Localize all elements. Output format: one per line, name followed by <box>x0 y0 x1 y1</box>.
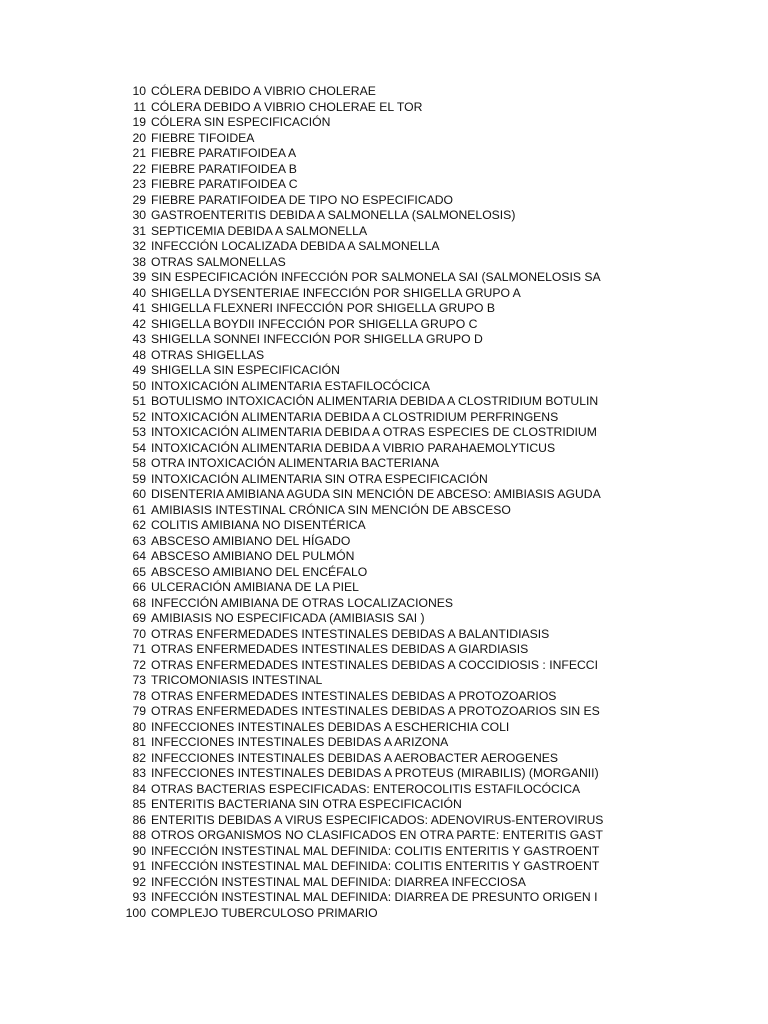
row-code: 93 <box>132 890 146 904</box>
row-code: 49 <box>132 363 146 377</box>
list-row <box>0 115 768 131</box>
row-code: 10 <box>132 84 146 98</box>
list-row <box>0 193 768 209</box>
row-description: OTRAS ENFERMEDADES INTESTINALES DEBIDAS A PROTOZOARIOS SIN ES <box>151 704 600 718</box>
row-description: INFECCIONES INTESTINALES DEBIDAS A AEROBACTER AEROGENES <box>151 750 559 765</box>
row-description: ENTERITIS BACTERIANA SIN OTRA ESPECIFICACIÓN <box>151 797 462 811</box>
row-code: 73 <box>132 673 146 687</box>
list-row <box>0 704 768 720</box>
row-code: 19 <box>132 115 146 129</box>
list-row <box>0 131 768 147</box>
list-row <box>0 859 768 875</box>
list-row <box>0 363 768 379</box>
list-row <box>0 348 768 364</box>
row-code: 81 <box>132 735 146 749</box>
row-description: INTOXICACIÓN ALIMENTARIA ESTAFILOCÓCICA <box>151 378 431 393</box>
row-description: ABSCESO AMIBIANO DEL HÍGADO <box>151 533 351 548</box>
list-row <box>0 162 768 178</box>
row-code: 80 <box>132 719 146 734</box>
row-code: 31 <box>132 223 146 238</box>
row-code: 68 <box>132 595 146 610</box>
list-row <box>0 301 768 317</box>
row-description: SHIGELLA FLEXNERI INFECCIÓN POR SHIGELLA GRUPO B <box>151 301 496 315</box>
list-row <box>0 596 768 612</box>
row-code: 38 <box>132 254 146 269</box>
list-row <box>0 410 768 426</box>
list-row <box>0 472 768 488</box>
row-code: 82 <box>132 750 146 765</box>
list-row <box>0 518 768 534</box>
list-row <box>0 487 768 503</box>
row-description: OTRAS SHIGELLAS <box>151 347 265 362</box>
list-row <box>0 84 768 100</box>
row-description: FIEBRE PARATIFOIDEA A <box>151 146 297 160</box>
row-code: 62 <box>132 518 146 532</box>
row-description: COMPLEJO TUBERCULOSO PRIMARIO <box>151 905 378 920</box>
list-row <box>0 270 768 286</box>
row-code: 22 <box>132 161 146 176</box>
row-description: ULCERACIÓN AMIBIANA DE LA PIEL <box>151 580 359 594</box>
row-code: 58 <box>132 456 146 470</box>
row-description: SEPTICEMIA DEBIDA A SALMONELLA <box>151 223 368 238</box>
row-description: ABSCESO AMIBIANO DEL PULMÓN <box>151 549 355 563</box>
list-row <box>0 844 768 860</box>
row-code: 64 <box>132 549 146 563</box>
row-code: 91 <box>132 859 146 873</box>
row-code: 79 <box>132 704 146 718</box>
row-description: INFECCIÓN INSTESTINAL MAL DEFINIDA: DIARREA DE PRESUNTO ORIGEN I <box>151 890 598 904</box>
list-row <box>0 549 768 565</box>
row-code: 51 <box>132 394 146 408</box>
row-code: 30 <box>132 208 146 222</box>
row-description: SHIGELLA DYSENTERIAE INFECCIÓN POR SHIGELLA GRUPO A <box>151 285 521 300</box>
list-row <box>0 611 768 627</box>
row-description: INFECCIÓN LOCALIZADA DEBIDA A SALMONELLA <box>151 239 440 253</box>
row-description: INTOXICACIÓN ALIMENTARIA SIN OTRA ESPECIFICACIÓN <box>151 471 488 486</box>
row-description: INFECCIÓN AMIBIANA DE OTRAS LOCALIZACIONES <box>151 595 454 610</box>
row-code: 23 <box>132 177 146 191</box>
row-code: 100 <box>125 905 146 920</box>
row-code: 84 <box>132 781 146 796</box>
row-description: SHIGELLA SONNEI INFECCIÓN POR SHIGELLA GRUPO D <box>151 332 483 346</box>
row-description: FIEBRE TIFOIDEA <box>151 130 255 145</box>
row-description: CÓLERA DEBIDO A VIBRIO CHOLERAE <box>151 84 376 98</box>
row-description: OTRAS ENFERMEDADES INTESTINALES DEBIDAS A COCCIDIOSIS : INFECCI <box>151 657 598 672</box>
list-row <box>0 890 768 906</box>
list-row <box>0 146 768 162</box>
row-description: INFECCIONES INTESTINALES DEBIDAS A PROTEUS (MIRABILIS) (MORGANII) <box>151 766 599 780</box>
list-row <box>0 642 768 658</box>
list-row <box>0 766 768 782</box>
list-row <box>0 828 768 844</box>
list-row <box>0 627 768 643</box>
row-code: 71 <box>132 642 146 656</box>
list-row <box>0 100 768 116</box>
row-code: 42 <box>132 316 146 331</box>
row-description: SIN ESPECIFICACIÓN INFECCIÓN POR SALMONELA SAI (SALMONELOSIS SA <box>151 270 601 284</box>
list-row <box>0 875 768 891</box>
row-description: INFECCIÓN INSTESTINAL MAL DEFINIDA: DIARREA INFECCIOSA <box>151 874 526 889</box>
list-row <box>0 286 768 302</box>
row-code: 52 <box>132 409 146 424</box>
row-code: 63 <box>132 533 146 548</box>
row-description: AMIBIASIS INTESTINAL CRÓNICA SIN MENCIÓN DE ABSCESO <box>151 502 511 517</box>
row-code: 32 <box>132 239 146 253</box>
row-code: 83 <box>132 766 146 780</box>
row-code: 20 <box>132 130 146 145</box>
list-row <box>0 239 768 255</box>
list-row <box>0 735 768 751</box>
row-description: CÓLERA SIN ESPECIFICACIÓN <box>151 115 331 129</box>
row-description: OTRAS ENFERMEDADES INTESTINALES DEBIDAS A BALANTIDIASIS <box>151 626 550 641</box>
row-description: FIEBRE PARATIFOIDEA DE TIPO NO ESPECIFICADO <box>151 192 454 207</box>
row-description: BOTULISMO INTOXICACIÓN ALIMENTARIA DEBIDA A CLOSTRIDIUM BOTULIN <box>151 394 599 408</box>
row-description: OTROS ORGANISMOS NO CLASIFICADOS EN OTRA PARTE: ENTERITIS GAST <box>151 828 603 842</box>
row-code: 40 <box>132 285 146 300</box>
list-row <box>0 224 768 240</box>
row-description: FIEBRE PARATIFOIDEA C <box>151 177 298 191</box>
row-description: INFECCIONES INTESTINALES DEBIDAS A ESCHERICHIA COLI <box>151 719 510 734</box>
list-row <box>0 580 768 596</box>
row-description: COLITIS AMIBIANA NO DISENTÉRICA <box>151 518 366 532</box>
row-code: 50 <box>132 378 146 393</box>
disease-code-list <box>0 84 768 921</box>
list-row <box>0 379 768 395</box>
list-row <box>0 689 768 705</box>
list-row <box>0 317 768 333</box>
list-row <box>0 332 768 348</box>
list-row <box>0 813 768 829</box>
row-code: 61 <box>132 502 146 517</box>
row-description: OTRAS BACTERIAS ESPECIFICADAS: ENTEROCOLITIS ESTAFILOCÓCICA <box>151 781 581 796</box>
list-row <box>0 565 768 581</box>
row-description: SHIGELLA SIN ESPECIFICACIÓN <box>151 363 340 377</box>
list-row <box>0 720 768 736</box>
row-code: 72 <box>132 657 146 672</box>
row-code: 92 <box>132 874 146 889</box>
list-row <box>0 751 768 767</box>
row-description: OTRAS ENFERMEDADES INTESTINALES DEBIDAS A PROTOZOARIOS <box>151 688 557 703</box>
row-description: ABSCESO AMIBIANO DEL ENCÉFALO <box>151 564 368 579</box>
row-code: 41 <box>132 301 146 315</box>
list-row <box>0 177 768 193</box>
list-row <box>0 208 768 224</box>
row-description: INTOXICACIÓN ALIMENTARIA DEBIDA A CLOSTRIDIUM PERFRINGENS <box>151 409 559 424</box>
list-row <box>0 534 768 550</box>
row-code: 21 <box>132 146 146 160</box>
row-description: GASTROENTERITIS DEBIDA A SALMONELLA (SALMONELOSIS) <box>151 208 516 222</box>
row-code: 54 <box>132 440 146 455</box>
list-row <box>0 906 768 922</box>
row-description: DISENTERIA AMIBIANA AGUDA SIN MENCIÓN DE ABCESO: AMIBIASIS AGUDA <box>151 487 601 501</box>
list-row <box>0 503 768 519</box>
row-description: INTOXICACIÓN ALIMENTARIA DEBIDA A OTRAS ESPECIES DE CLOSTRIDIUM <box>151 425 597 439</box>
row-description: FIEBRE PARATIFOIDEA B <box>151 161 297 176</box>
row-code: 69 <box>132 611 146 625</box>
row-code: 39 <box>132 270 146 284</box>
row-code: 85 <box>132 797 146 811</box>
row-code: 60 <box>132 487 146 501</box>
row-description: INFECCIÓN INSTESTINAL MAL DEFINIDA: COLITIS ENTERITIS Y GASTROENT <box>151 859 600 873</box>
row-code: 70 <box>132 626 146 641</box>
row-code: 90 <box>132 843 146 858</box>
row-description: INFECCIONES INTESTINALES DEBIDAS A ARIZONA <box>151 735 449 749</box>
row-code: 66 <box>132 580 146 594</box>
row-code: 78 <box>132 688 146 703</box>
list-row <box>0 255 768 271</box>
row-description: OTRA INTOXICACIÓN ALIMENTARIA BACTERIANA <box>151 456 440 470</box>
row-description: SHIGELLA BOYDII INFECCIÓN POR SHIGELLA GRUPO C <box>151 316 478 331</box>
row-code: 48 <box>132 347 146 362</box>
row-code: 59 <box>132 471 146 486</box>
list-row <box>0 394 768 410</box>
row-code: 88 <box>132 828 146 842</box>
row-description: INFECCIÓN INSTESTINAL MAL DEFINIDA: COLITIS ENTERITIS Y GASTROENT <box>151 843 600 858</box>
list-row <box>0 797 768 813</box>
row-description: AMIBIASIS NO ESPECIFICADA (AMIBIASIS SAI ) <box>151 611 425 625</box>
list-row <box>0 425 768 441</box>
row-description: OTRAS SALMONELLAS <box>151 254 286 269</box>
row-description: OTRAS ENFERMEDADES INTESTINALES DEBIDAS A GIARDIASIS <box>151 642 529 656</box>
row-code: 53 <box>132 425 146 439</box>
row-description: CÓLERA DEBIDO A VIBRIO CHOLERAE EL TOR <box>151 99 423 114</box>
row-description: INTOXICACIÓN ALIMENTARIA DEBIDA A VIBRIO PARAHAEMOLYTICUS <box>151 440 556 455</box>
row-code: 11 <box>133 99 146 114</box>
row-description: TRICOMONIASIS INTESTINAL <box>151 673 323 687</box>
row-code: 29 <box>132 192 146 207</box>
list-row <box>0 673 768 689</box>
row-code: 43 <box>132 332 146 346</box>
row-description: ENTERITIS DEBIDAS A VIRUS ESPECIFICADOS: ADENOVIRUS-ENTEROVIRUS <box>151 812 604 827</box>
list-row <box>0 456 768 472</box>
row-code: 86 <box>132 812 146 827</box>
row-code: 65 <box>132 564 146 579</box>
list-row <box>0 782 768 798</box>
list-row <box>0 658 768 674</box>
list-row <box>0 441 768 457</box>
